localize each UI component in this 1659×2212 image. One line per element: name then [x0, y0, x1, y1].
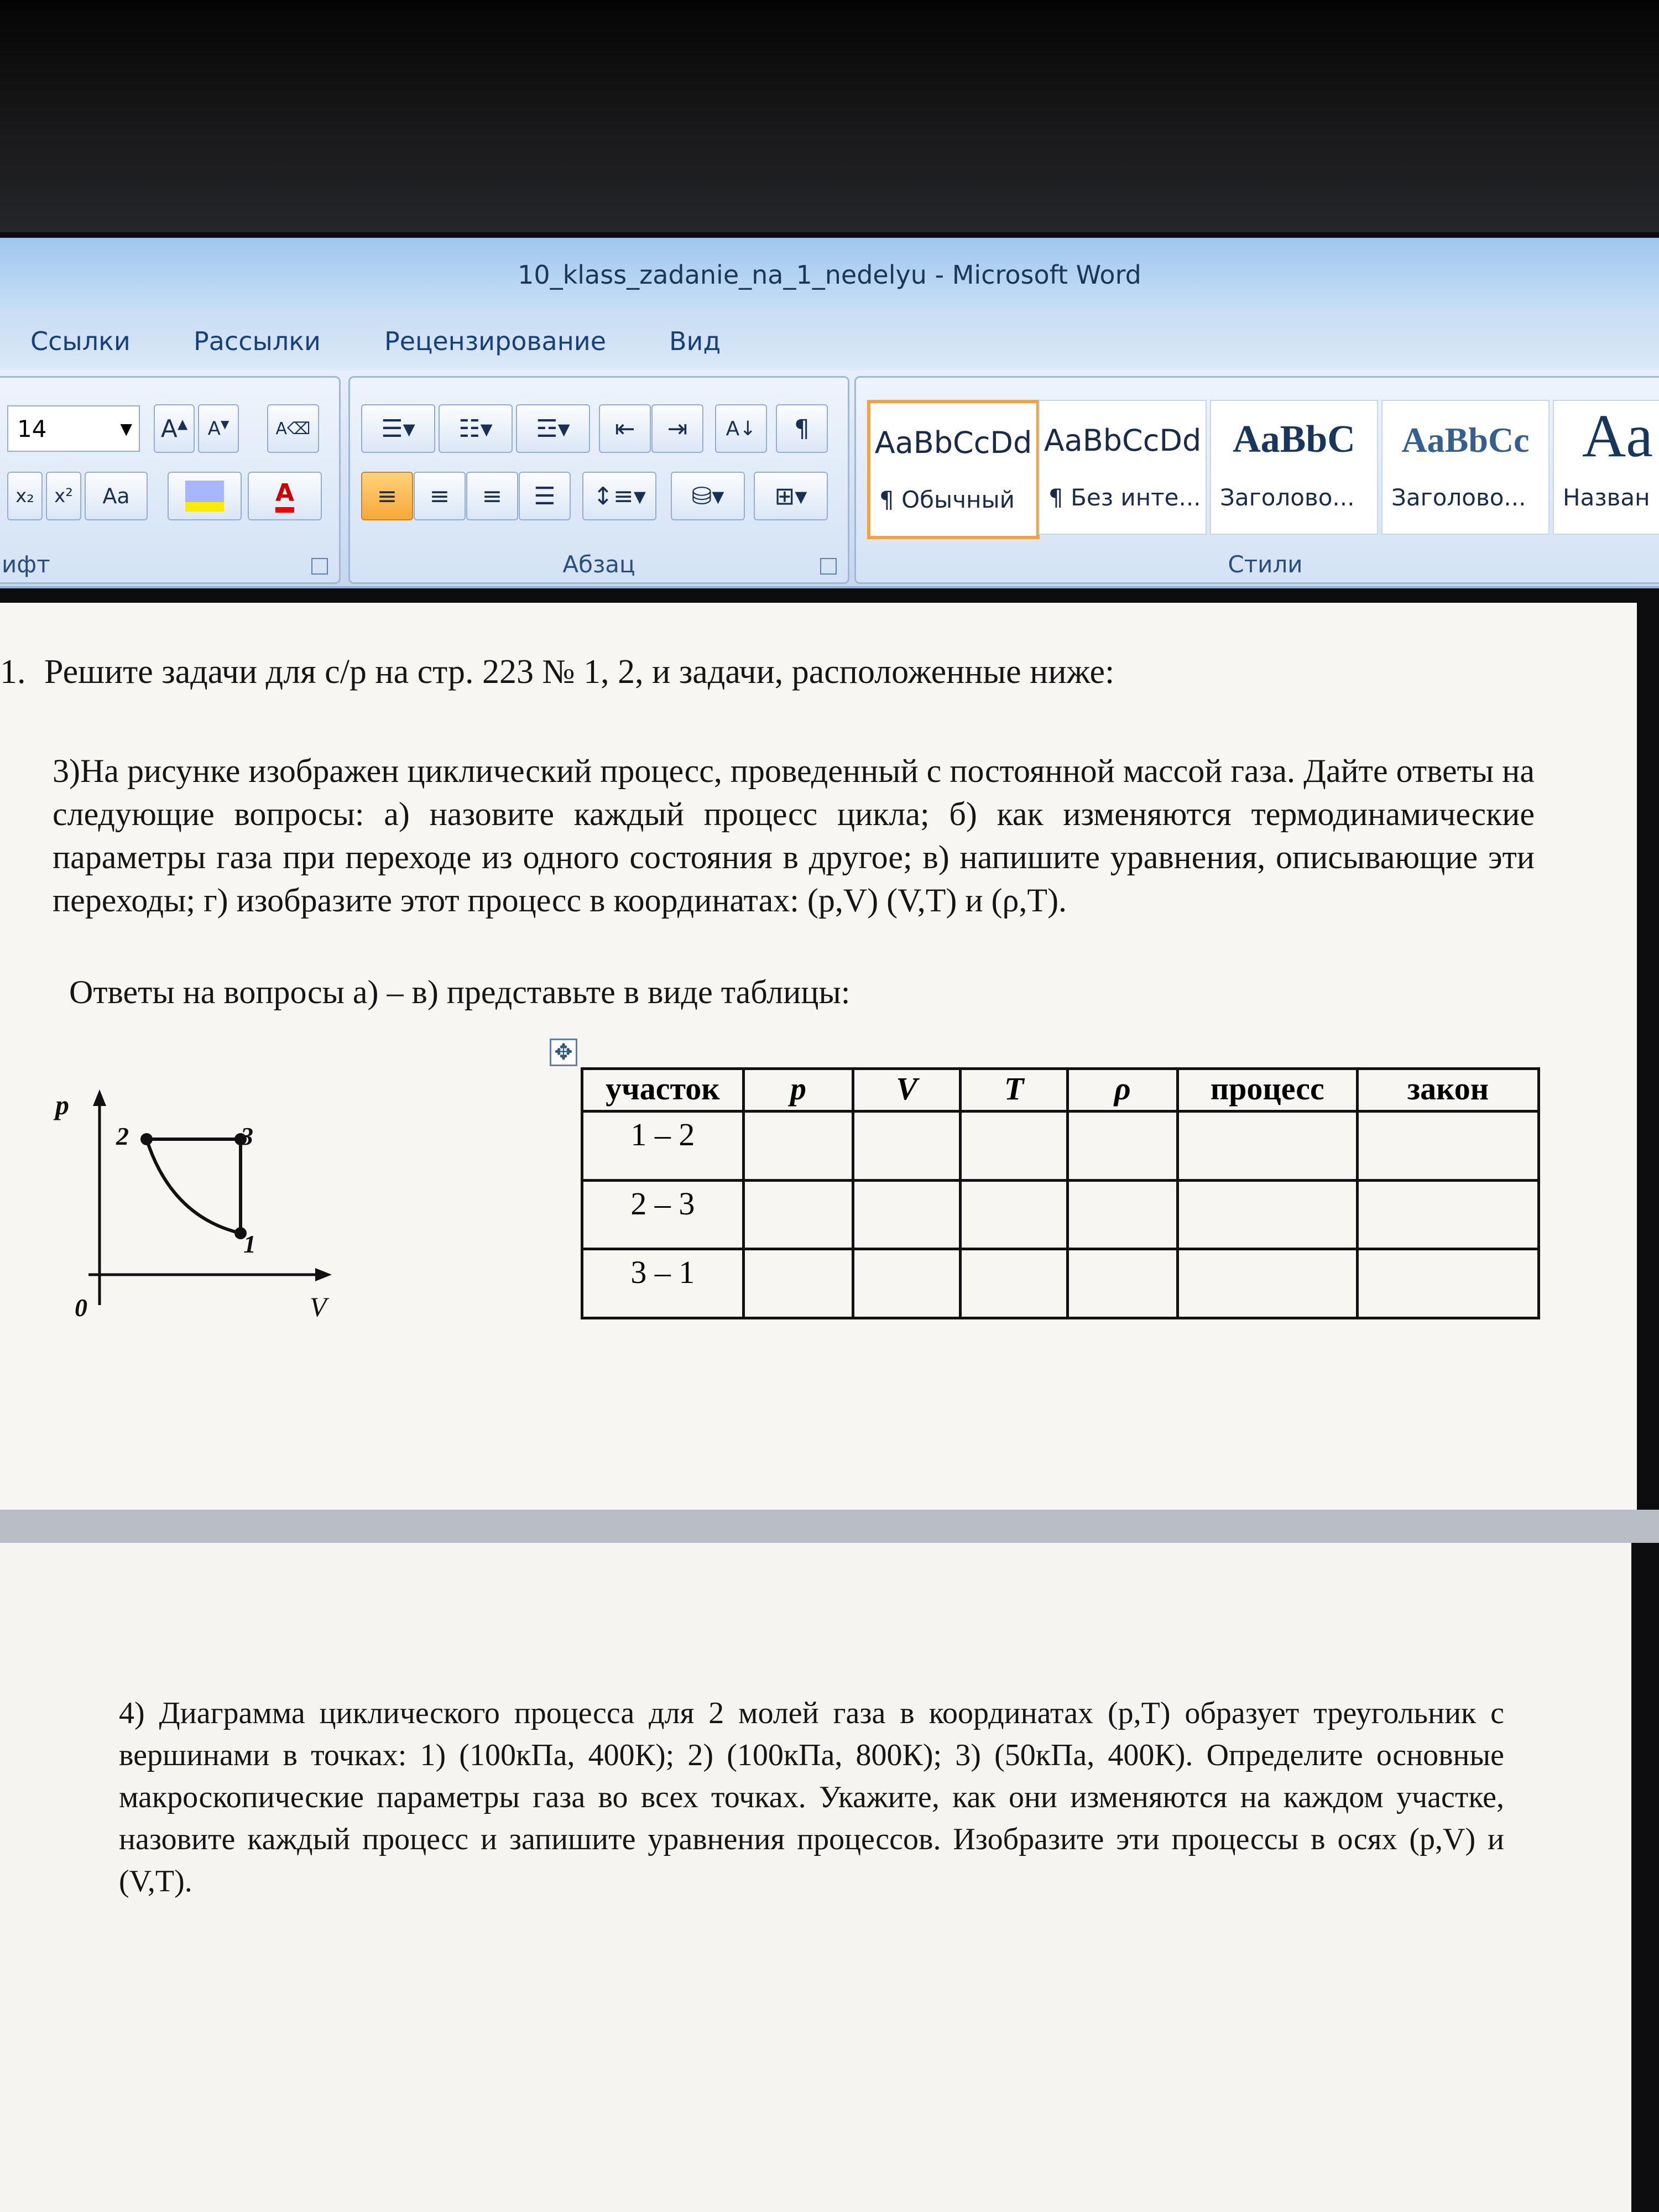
- styles-group-label: Стили: [1228, 551, 1303, 578]
- point-3-label: 3: [241, 1122, 253, 1150]
- style-no-spacing[interactable]: [1039, 400, 1207, 535]
- table-header: участок: [582, 1069, 744, 1112]
- clear-formatting-button[interactable]: [267, 404, 319, 453]
- table-cell-segment[interactable]: 2 – 3: [582, 1180, 744, 1249]
- style-name: Заголово...: [1391, 484, 1526, 511]
- point-1-label: 1: [243, 1230, 256, 1258]
- table-header: закон: [1357, 1069, 1538, 1112]
- increase-indent-button[interactable]: [651, 404, 703, 453]
- table-cell-segment[interactable]: 1 – 2: [582, 1112, 744, 1181]
- table-cell[interactable]: [1068, 1180, 1177, 1249]
- style-name: Заголово...: [1220, 484, 1355, 511]
- style-heading-2[interactable]: [1381, 400, 1550, 535]
- table-header: V: [853, 1069, 961, 1112]
- highlighter-icon: [185, 481, 224, 512]
- table-cell[interactable]: [1068, 1249, 1177, 1318]
- paragraph-dialog-launcher-icon[interactable]: [820, 558, 837, 575]
- table-cell[interactable]: [1068, 1112, 1177, 1181]
- item-1-text: Решите задачи для с/р на стр. 223 № 1, 2, и задачи, расположенные ниже:: [44, 653, 1115, 691]
- table-cell[interactable]: [743, 1249, 853, 1318]
- font-group-label: ифт: [2, 551, 50, 578]
- numbered-list-icon: ☷▾: [458, 414, 493, 443]
- table-header: ρ: [1068, 1069, 1177, 1112]
- task-4-text: 4) Диаграмма циклического процесса для 2 молей газа в координатах (p,T) образует треугольник с вершинами в точках: 1) (100кПа, 400К); 2) (100кПа, 800К); 3) (50кПа, 400К). Определите основные макроскопические параметры газа во всех точках. Укажите, как они изменяются на каждом участке, назовите каждый процесс и запишите уравнения процессов. Изобразите эти процессы в осях (p,V) и (V,T).: [119, 1696, 1504, 1898]
- increase-indent-icon: ⇥: [667, 414, 688, 443]
- styles-group: [854, 376, 1659, 584]
- highlight-button[interactable]: [168, 472, 242, 520]
- p-axis-label: p: [55, 1089, 69, 1120]
- borders-button[interactable]: [754, 472, 828, 520]
- style-name: ¶ Обычный: [879, 486, 1015, 513]
- change-case-button[interactable]: [85, 472, 148, 520]
- p-axis-arrow-icon: [93, 1089, 106, 1106]
- ribbon-tabs: [0, 310, 1659, 371]
- multilevel-list-icon: ☲▾: [536, 414, 570, 443]
- table-cell[interactable]: [853, 1180, 961, 1249]
- subscript-button[interactable]: [7, 472, 43, 520]
- table-row: [582, 1249, 1539, 1318]
- change-case-label: Aa: [102, 484, 130, 508]
- table-cell[interactable]: [1177, 1180, 1357, 1249]
- task-3-text: 3)На рисунке изображен циклический процесс, проведенный с постоянной массой газа. Дайте ответы на следующие вопросы: а) назовите каждый процесс цикла; б) как изменяются термодинамические параметры газа при переходе из одного состояния в другое; в) напишите уравнения, описывающие эти переходы; г) изобразите этот процесс в координатах: (p,V) (V,T) и (ρ,T).: [53, 753, 1535, 919]
- title-bar: [0, 238, 1659, 310]
- table-header: p: [743, 1069, 853, 1112]
- superscript-icon: x²: [54, 485, 73, 507]
- font-color-button[interactable]: [248, 472, 322, 520]
- eraser-icon: A⌫: [275, 419, 311, 439]
- table-header: T: [961, 1069, 1068, 1112]
- table-cell[interactable]: [743, 1180, 853, 1249]
- window-title: 10_klass_zadanie_na_1_nedelyu - Microsoft Word: [518, 260, 1141, 290]
- table-row: [582, 1180, 1539, 1249]
- bullets-button[interactable]: [361, 404, 435, 453]
- point-2: [140, 1133, 153, 1145]
- tab-review[interactable]: Рецензирование: [384, 326, 606, 356]
- justify-button[interactable]: [519, 472, 571, 520]
- font-size-box[interactable]: [7, 405, 140, 452]
- borders-icon: ⊞▾: [774, 482, 807, 510]
- align-right-button[interactable]: [466, 472, 518, 520]
- table-cell[interactable]: [1357, 1180, 1538, 1249]
- pv-diagram: [44, 1084, 354, 1327]
- style-sample: AaBbC: [1233, 418, 1355, 461]
- document-page[interactable]: [0, 603, 1637, 1510]
- list-number: 1.: [0, 653, 26, 691]
- style-normal[interactable]: [867, 400, 1040, 539]
- table-cell[interactable]: [1357, 1112, 1538, 1181]
- show-formatting-button[interactable]: [776, 404, 828, 453]
- grow-font-button[interactable]: [154, 404, 195, 453]
- align-right-icon: ≡: [482, 482, 503, 510]
- align-center-button[interactable]: [414, 472, 466, 520]
- table-cell[interactable]: [961, 1180, 1068, 1249]
- align-left-button[interactable]: [361, 472, 413, 520]
- table-move-handle-icon[interactable]: ✥: [550, 1039, 577, 1066]
- multilevel-list-button[interactable]: [516, 404, 590, 453]
- table-header-row: [582, 1069, 1539, 1112]
- table-cell[interactable]: [743, 1112, 853, 1181]
- align-left-icon: ≡: [377, 482, 398, 510]
- v-axis-arrow-icon: [315, 1268, 332, 1281]
- shrink-font-button[interactable]: [198, 404, 239, 453]
- sort-button[interactable]: [715, 404, 767, 453]
- answer-table: [581, 1067, 1540, 1319]
- table-cell[interactable]: [853, 1112, 961, 1181]
- line-spacing-icon: ↕≡▾: [593, 482, 646, 510]
- paragraph-group-label: Абзац: [562, 551, 635, 578]
- font-size-value: 14: [17, 415, 47, 442]
- style-heading-1[interactable]: [1210, 400, 1378, 535]
- table-cell[interactable]: [961, 1112, 1068, 1181]
- table-cell[interactable]: [1177, 1249, 1357, 1318]
- table-row: [582, 1112, 1539, 1181]
- style-sample: AaBbCc: [1401, 420, 1530, 460]
- v-axis-label: V: [310, 1291, 327, 1322]
- font-dialog-launcher-icon[interactable]: [311, 558, 328, 575]
- tab-view[interactable]: Вид: [669, 326, 721, 356]
- table-cell[interactable]: [1357, 1249, 1538, 1318]
- paragraph-group: [348, 376, 849, 584]
- decrease-indent-button[interactable]: [599, 404, 651, 453]
- tab-references[interactable]: Ссылки: [30, 326, 131, 356]
- font-color-icon: A: [275, 479, 294, 513]
- origin-label: 0: [75, 1293, 87, 1322]
- table-cell[interactable]: [1177, 1112, 1357, 1181]
- style-sample: Aa: [1582, 402, 1653, 469]
- pilcrow-icon: ¶: [794, 414, 810, 443]
- sort-icon: А↓: [726, 417, 757, 440]
- numbering-button[interactable]: [439, 404, 513, 453]
- monitor-bezel: [0, 0, 1659, 232]
- page-gap: [0, 1510, 1659, 1543]
- style-name: Назван: [1563, 484, 1650, 511]
- point-2-label: 2: [116, 1122, 129, 1150]
- tab-mailings[interactable]: Рассылки: [194, 326, 321, 356]
- line-spacing-button[interactable]: [582, 472, 656, 520]
- answers-instruction: Ответы на вопросы а) – в) представьте в виде таблицы:: [69, 974, 851, 1010]
- grow-font-icon: A▲: [160, 414, 188, 443]
- table-cell[interactable]: [961, 1249, 1068, 1318]
- bullet-list-icon: ☰▾: [381, 414, 415, 443]
- style-name: ¶ Без инте...: [1048, 484, 1201, 511]
- subscript-icon: x₂: [15, 485, 34, 507]
- justify-icon: ☰: [534, 482, 556, 510]
- align-center-icon: ≡: [429, 482, 450, 510]
- superscript-button[interactable]: [46, 472, 81, 520]
- font-group: [0, 376, 341, 584]
- table-header: процесс: [1177, 1069, 1357, 1112]
- paint-bucket-icon: ⛁▾: [691, 482, 724, 510]
- decrease-indent-icon: ⇤: [614, 414, 635, 443]
- style-title[interactable]: [1553, 400, 1659, 535]
- ribbon: [0, 371, 1659, 588]
- table-cell-segment[interactable]: 3 – 1: [582, 1249, 744, 1318]
- style-sample: AaBbCcDd: [874, 425, 1032, 460]
- chevron-down-icon[interactable]: ▼: [120, 419, 132, 438]
- shrink-font-icon: A▼: [207, 417, 229, 440]
- shading-button[interactable]: [671, 472, 745, 520]
- table-cell[interactable]: [853, 1249, 961, 1318]
- segment-1-2: [147, 1139, 241, 1233]
- style-sample: AaBbCcDd: [1044, 423, 1202, 458]
